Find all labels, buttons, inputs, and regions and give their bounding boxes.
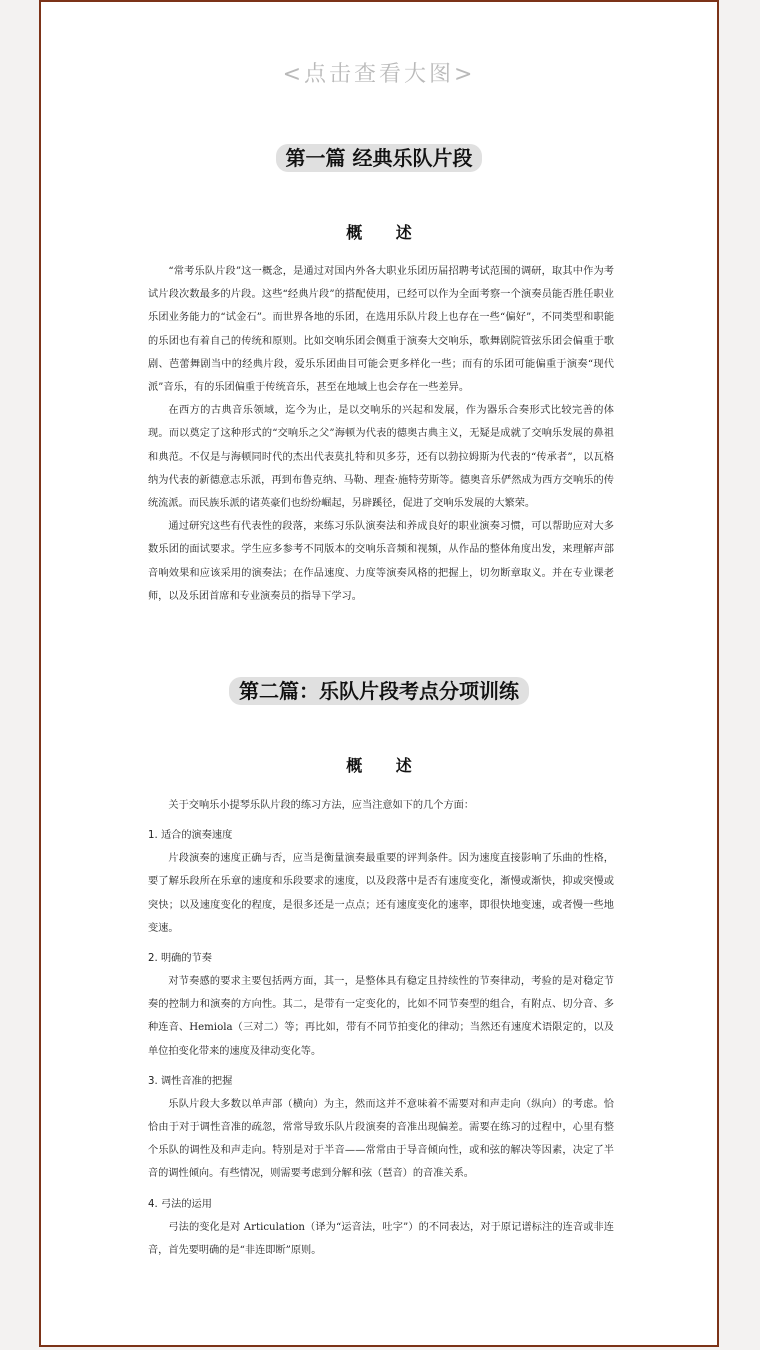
- item-heading-bowing: 4. 弓法的运用: [148, 1198, 212, 1210]
- item-body-rhythm: 对节奏感的要求主要包括两方面，其一，是整体具有稳定且持续性的节奏律动，考验的是对稳定节奏的控制力和演奏的方向性。其二，是带有一定变化的，比如不同节奏型的组合，有附点、切分音、多种连音、Hemiola（三对二）等；再比如，带有不同节拍变化的律动；当然还有速度术语限定的，以及单位拍变化带来的速度及律动变化等。: [148, 976, 614, 1057]
- part1-title: 第一篇 经典乐队片段: [276, 144, 483, 172]
- part2-section-heading: 概 述: [346, 756, 412, 775]
- item-heading-rhythm: 2. 明确的节奏: [148, 953, 212, 965]
- part2-title: 第二篇：乐队片段考点分项训练: [229, 677, 529, 705]
- part2-title-wrap: [41, 677, 717, 705]
- page-frame: [39, 0, 719, 1347]
- item-body-intonation: 乐队片段大多数以单声部（横向）为主，然而这并不意味着不需要对和声走向（纵向）的考虑。恰恰由于对于调性音准的疏忽，常常导致乐队片段演奏的音准出现偏差。需要在练习的过程中，心里有整个乐队的调性及和声走向。特别是对于半音——常常由于导音倾向性，或和弦的解决等因素，决定了半音的调性倾向。有些情况，则需要考虑到分解和弦（琶音）的音准关系。: [148, 1098, 614, 1180]
- part1-paragraph-1: “常考乐队片段”这一概念，是通过对国内外各大职业乐团历届招聘考试范围的调研，取其中作为考试片段次数最多的片段。这些“经典片段”的搭配使用，已经可以作为全面考察一个演奏员能否胜任职业乐团业务能力的“试金石”。而世界各地的乐团，在选用乐队片段上也存在一些“偏好”，不同类型和职能的乐团也有着自己的传统和原则。比如交响乐团会侧重于演奏大交响乐，歌舞剧院管弦乐团会偏重于歌剧、芭蕾舞剧当中的经典片段，爱乐乐团曲目可能会更多样化一些；而有的乐团可能偏重于演奏“现代派”音乐，有的乐团偏重于传统音乐，甚至在地域上也会存在一些差异。: [148, 266, 614, 394]
- part2-intro: 关于交响乐小提琴乐队片段的练习方法，应当注意如下的几个方面：: [168, 800, 475, 811]
- item-heading-intonation: 3. 调性音准的把握: [148, 1075, 233, 1087]
- item-heading-tempo: 1. 适合的演奏速度: [148, 830, 233, 842]
- part1-section-heading: 概 述: [346, 223, 412, 242]
- item-body-bowing: 弓法的变化是对 Articulation（译为“运音法，吐字”）的不同表达，对于原记谱标注的连音或非连音，首先要明确的是“非连即断”原则。: [148, 1221, 614, 1256]
- part1-body: [148, 260, 614, 608]
- item-body-tempo: 片段演奏的速度正确与否，应当是衡量演奏最重要的评判条件。因为速度直接影响了乐曲的性格，要了解乐段所在乐章的速度和乐段要求的速度，以及段落中是否有速度变化，渐慢或渐快，抑或突慢或突快；以及速度变化的程度，是很多还是一点点；还有速度变化的速率，即很快地变速，或者慢一些地变速。: [148, 853, 614, 934]
- view-large-image-link[interactable]: <点击查看大图>: [282, 62, 476, 87]
- part1-paragraph-2: 在西方的古典音乐领域，迄今为止，是以交响乐的兴起和发展，作为器乐合奏形式比较完善的体现。而以奠定了这种形式的“交响乐之父”海顿为代表的德奥古典主义，无疑是成就了交响乐发展的鼻祖和典范。不仅是与海顿同时代的杰出代表莫扎特和贝多芬，还有以勃拉姆斯为代表的“传承者”，以瓦格纳为代表的新德意志乐派，再到布鲁克纳、马勒、理查·施特劳斯等。德奥音乐俨然成为西方交响乐的传统流派。而民族乐派的诸英豪们也纷纷崛起，另辟蹊径，促进了交响乐发展的大繁荣。: [148, 405, 614, 510]
- part2-body: [148, 794, 614, 1262]
- part1-title-wrap: [41, 144, 717, 172]
- part1-paragraph-3: 通过研究这些有代表性的段落，来练习乐队演奏法和养成良好的职业演奏习惯，可以帮助应对大多数乐团的面试要求。学生应多参考不同版本的交响乐音频和视频，从作品的整体角度出发，来理解声部音响效果和应该采用的演奏法；在作品速度、力度等演奏风格的把握上，切勿断章取义。并在专业课老师，以及乐团首席和专业演奏员的指导下学习。: [148, 521, 614, 602]
